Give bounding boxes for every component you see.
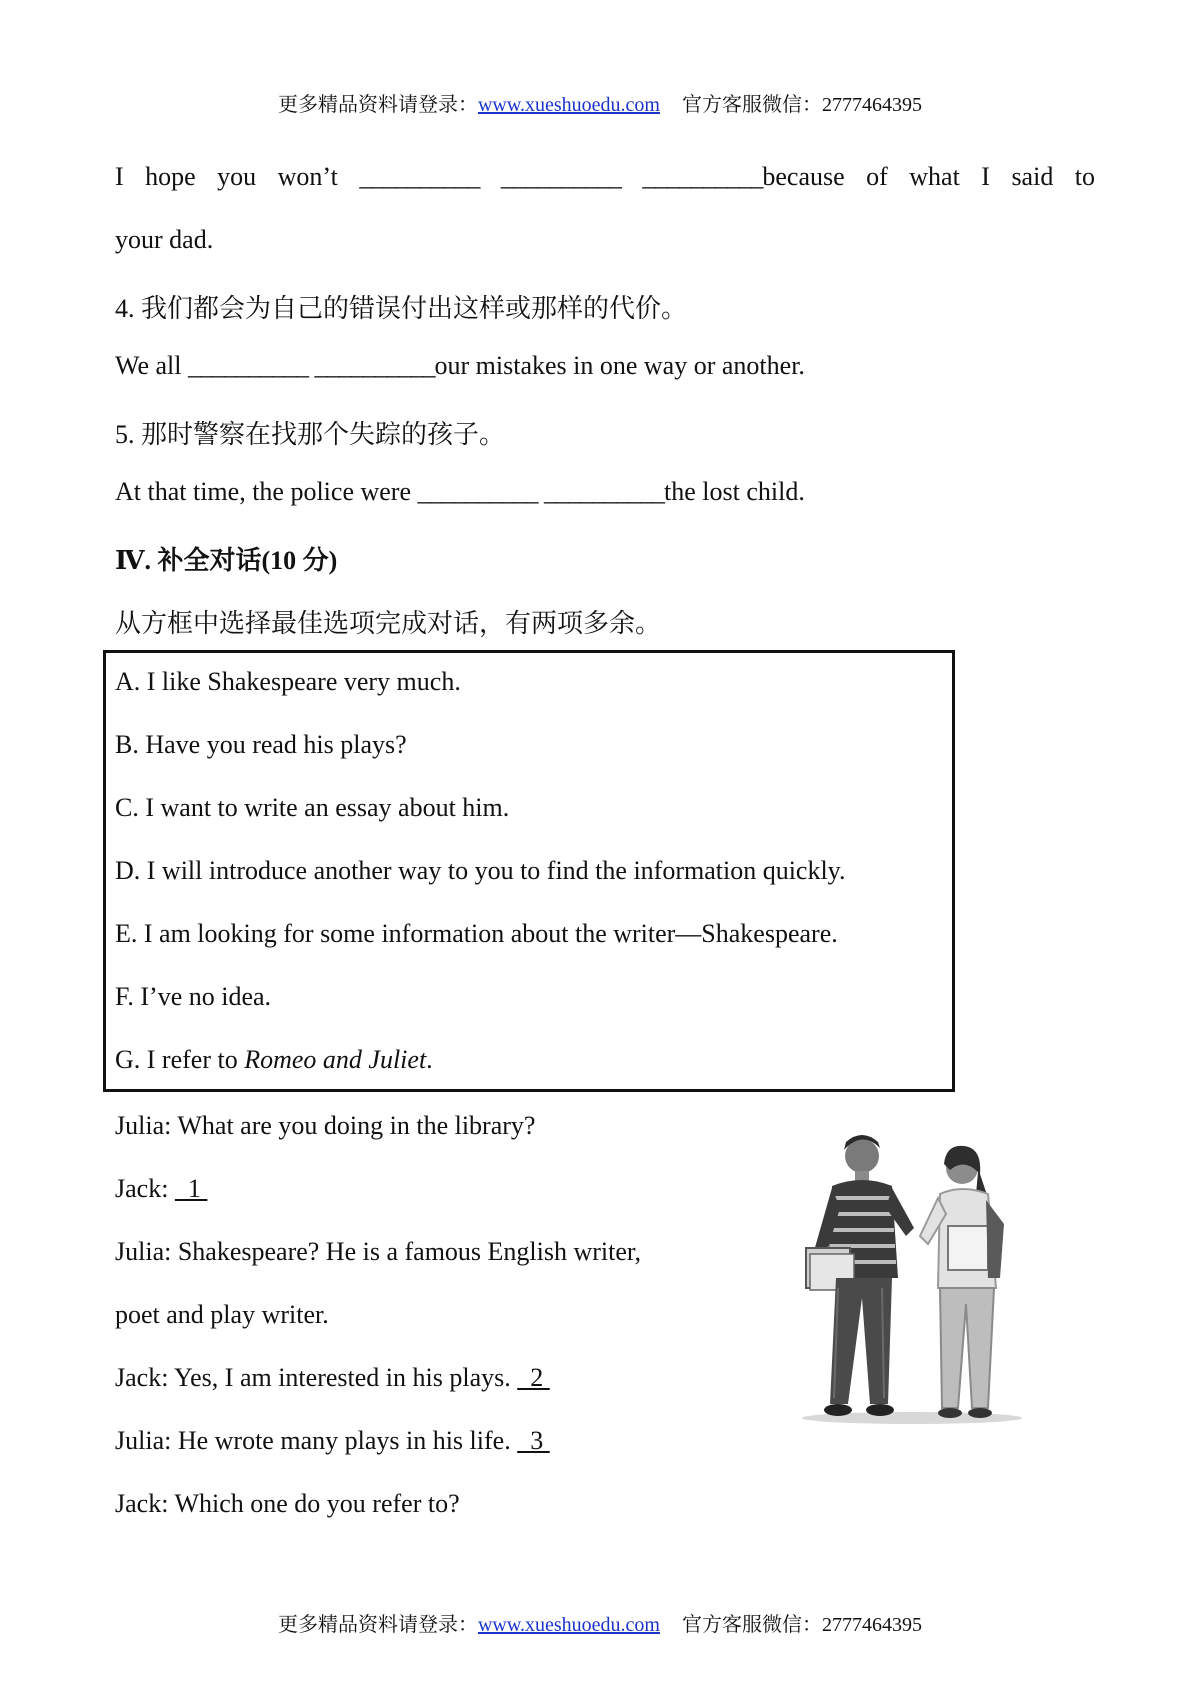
option-a: A. I like Shakespeare very much.: [115, 667, 461, 696]
q5-text-end: the lost child.: [664, 477, 805, 506]
q3-blank-1: __________: [359, 162, 480, 191]
dialogue-line-5: [115, 1426, 550, 1456]
q4-english: [115, 351, 805, 381]
header-service: 官方客服微信：2777464395: [682, 94, 922, 116]
option-g-prefix: G. I refer to: [115, 1045, 245, 1074]
option-f: F. I’ve no idea.: [115, 982, 272, 1011]
students-illustration: [782, 1128, 1042, 1426]
girl-figure: [920, 1146, 1004, 1418]
q3-text-start: I hope you won’t: [115, 162, 338, 191]
answer-blank-1: 1: [174, 1174, 208, 1203]
q4-text-start: We all: [115, 351, 188, 380]
page-header: [0, 88, 1200, 117]
header-link[interactable]: www.xueshuoedu.com: [477, 94, 660, 116]
answer-blank-2: 2: [517, 1363, 550, 1392]
dialogue-line-4-text: Jack: Yes, I am interested in his plays.: [115, 1363, 518, 1392]
dialogue-line-1: Julia: What are you doing in the library?: [115, 1111, 536, 1140]
answer-blank-3: 3: [517, 1426, 550, 1455]
footer-prefix: 更多精品资料请登录：: [277, 1614, 478, 1636]
footer-service: 官方客服微信：2777464395: [682, 1614, 922, 1636]
q5-blank-1: __________: [417, 477, 538, 506]
footer-link[interactable]: www.xueshuoedu.com: [477, 1614, 660, 1636]
option-g-title: Romeo and Juliet: [244, 1045, 427, 1074]
boy-figure: [806, 1135, 914, 1416]
option-g-suffix: .: [426, 1045, 433, 1074]
q3-text-rest: because of what I said to: [762, 162, 1096, 191]
q3-blank-2: __________: [500, 162, 621, 191]
dialogue-line-2-speaker: Jack:: [115, 1174, 175, 1203]
option-c: C. I want to write an essay about him.: [115, 793, 510, 822]
dialogue-line-6: Jack: Which one do you refer to?: [115, 1489, 460, 1518]
q3-sentence-line1: [115, 162, 1095, 192]
q5-text-start: At that time, the police were: [115, 477, 418, 506]
dialogue-line-5-text: Julia: He wrote many plays in his life.: [115, 1426, 518, 1455]
q5-chinese: 5. 那时警察在找那个失踪的孩子。: [115, 420, 506, 449]
header-prefix: 更多精品资料请登录：: [277, 94, 478, 116]
q3-sentence-line2: your dad.: [115, 225, 214, 254]
q4-blank-2: __________: [314, 351, 435, 380]
section4-instruction: 从方框中选择最佳选项完成对话，有两项多余。: [115, 609, 662, 638]
option-d: D. I will introduce another way to you to find the information quickly.: [115, 856, 846, 885]
dialogue-line-3b: poet and play writer.: [115, 1300, 329, 1329]
page-footer: [0, 1608, 1200, 1637]
q4-chinese: 4. 我们都会为自己的错误付出这样或那样的代价。: [115, 294, 688, 323]
dialogue-line-4: [115, 1363, 550, 1393]
option-g: [115, 1045, 433, 1075]
q5-english: [115, 477, 805, 507]
dialogue-line-2: [115, 1174, 207, 1204]
section4-heading: Ⅳ. 补全对话(10 分): [115, 546, 338, 575]
option-b: B. Have you read his plays?: [115, 730, 407, 759]
q3-blank-3-group: [642, 162, 1095, 191]
q5-blank-2: __________: [544, 477, 665, 506]
option-e: E. I am looking for some information about the writer—Shakespeare.: [115, 919, 838, 948]
q3-blank-3: __________: [642, 162, 763, 191]
dialogue-line-3a: Julia: Shakespeare? He is a famous English writer,: [115, 1237, 642, 1266]
q4-blank-1: __________: [188, 351, 308, 380]
q4-text-end: our mistakes in one way or another.: [434, 351, 805, 380]
